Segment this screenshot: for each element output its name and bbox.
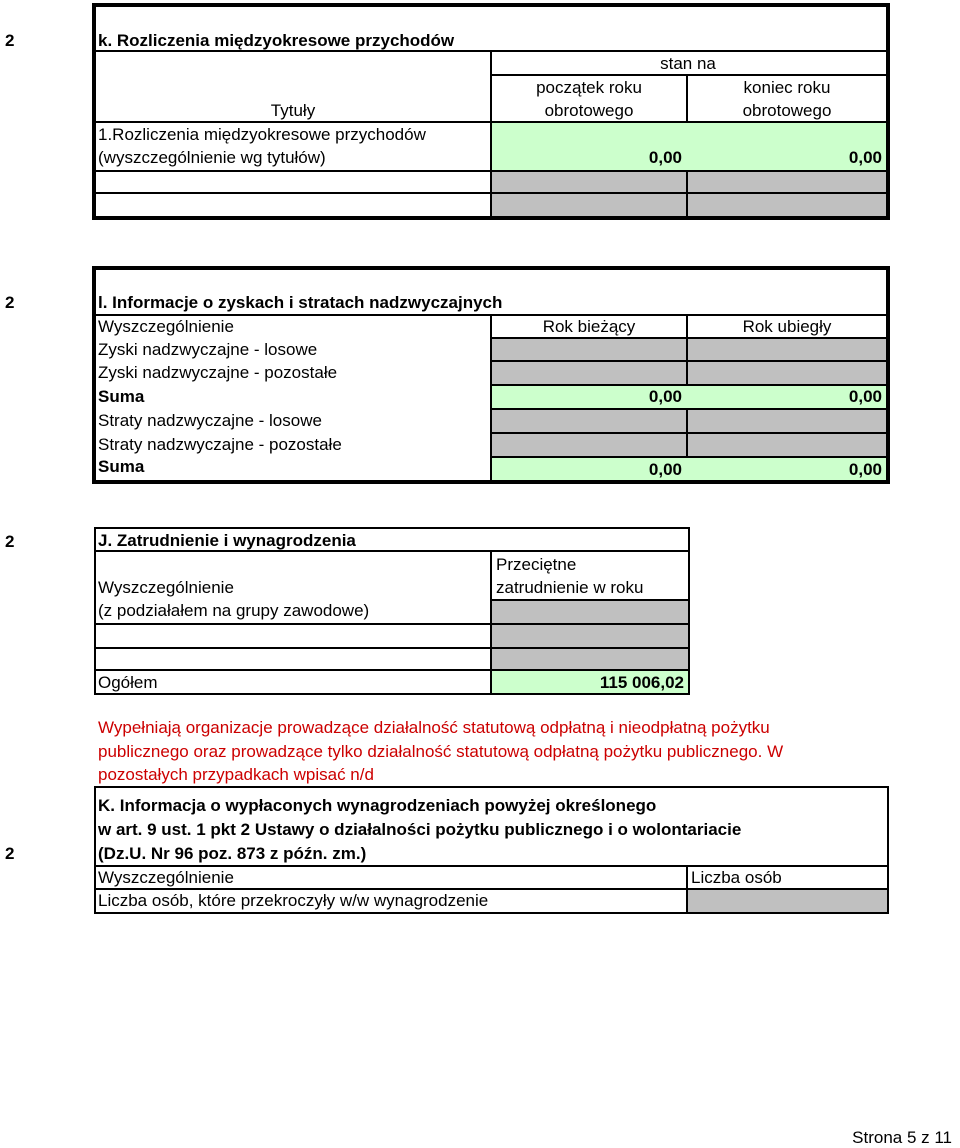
col-titles-header: Tytuły [270,101,316,120]
section-k-title: k. Rozliczenia międzyokresowe przychodów [98,31,455,50]
k-row2-start-input[interactable] [492,172,686,192]
col-start-header-2: obrotowego [544,101,634,120]
section-k2-title-3: (Dz.U. Nr 96 poz. 873 z późn. zm.) [98,844,367,863]
l-sum2-current-value: 0,00 [648,460,682,479]
note-line-3: pozostałych przypadkach wpisać n/d [98,765,374,784]
stan-na-label: stan na [660,54,716,73]
note-line-1: Wypełniają organizacje prowadzące działalność statutową odpłatną i nieodpłatną pożytku [98,718,770,737]
j-row3-input[interactable] [492,649,688,669]
j-col-desc-header: Wyszczególnienie [98,578,234,597]
l-sum2-prev-value: 0,00 [848,460,882,479]
l-row2-current-input[interactable] [492,362,686,384]
j-col-avg-header-2: zatrudnienie w roku [496,578,644,597]
l-sum2-label: Suma [98,457,145,476]
section-k-number: 2 [5,31,15,50]
l-col-desc-header: Wyszczególnienie [98,317,234,336]
l-row-label: Zyski nadzwyczajne - losowe [98,340,318,359]
l-sum-label: Suma [98,387,145,406]
col-end-header-1: koniec roku [743,78,831,97]
j-row1-input[interactable] [492,601,688,623]
j-total-value: 115 006,02 [599,673,684,692]
j-row2-input[interactable] [492,625,688,647]
section-k2-number: 2 [5,844,15,863]
l-row5-prev-input[interactable] [688,434,886,456]
note-line-2: publicznego oraz prowadzące tylko działalność statutową odpłatną pożytku publicznego. W [98,742,784,761]
k2-col-desc-header: Wyszczególnienie [98,868,234,887]
l-row1-current-input[interactable] [492,339,686,360]
l-row2-prev-input[interactable] [688,362,886,384]
section-l-title: l. Informacje o zyskach i stratach nadzwyczajnych [98,293,503,312]
k-row1-start-value: 0,00 [648,148,682,167]
k-row3-end-input[interactable] [688,194,886,216]
l-row-label: Straty nadzwyczajne - pozostałe [98,435,342,454]
k2-row-label: Liczba osób, które przekroczyły w/w wynagrodzenie [98,891,489,910]
l-row4-current-input[interactable] [492,410,686,432]
col-end-header-2: obrotowego [742,101,832,120]
l-row-label: Straty nadzwyczajne - losowe [98,411,322,430]
l-sum-current-value: 0,00 [648,387,682,406]
col-start-header-1: początek roku [536,78,642,97]
l-col-prev-header: Rok ubiegły [742,317,832,336]
l-row1-prev-input[interactable] [688,339,886,360]
section-j-number: 2 [5,532,15,551]
l-col-current-header: Rok bieżący [542,317,636,336]
j-col-desc-subheader: (z podziałałem na grupy zawodowe) [98,601,370,620]
j-col-avg-header-1: Przeciętne [496,555,577,574]
section-k2-title-1: K. Informacja o wypłaconych wynagrodzeniach powyżej określonego [98,796,657,815]
section-k2-title-2: w art. 9 ust. 1 pkt 2 Ustawy o działalności pożytku publicznego i o wolontariacie [98,820,742,839]
l-row-label: Zyski nadzwyczajne - pozostałe [98,363,338,382]
k-row1-end-value: 0,00 [848,148,882,167]
l-row5-current-input[interactable] [492,434,686,456]
j-total-label: Ogółem [98,673,158,692]
k-row2-end-input[interactable] [688,172,886,192]
l-sum-prev-value: 0,00 [848,387,882,406]
l-row4-prev-input[interactable] [688,410,886,432]
k-row1-label-2: (wyszczególnienie wg tytułów) [98,148,326,167]
page-number: Strona 5 z 11 [852,1128,952,1147]
section-l-number: 2 [5,293,15,312]
k2-col-count-header: Liczba osób [691,868,782,887]
k-row3-start-input[interactable] [492,194,686,216]
section-j-title: J. Zatrudnienie i wynagrodzenia [98,531,356,550]
k-row1-label-1: 1.Rozliczenia międzyokresowe przychodów [98,125,426,144]
k2-count-input[interactable] [688,890,887,912]
